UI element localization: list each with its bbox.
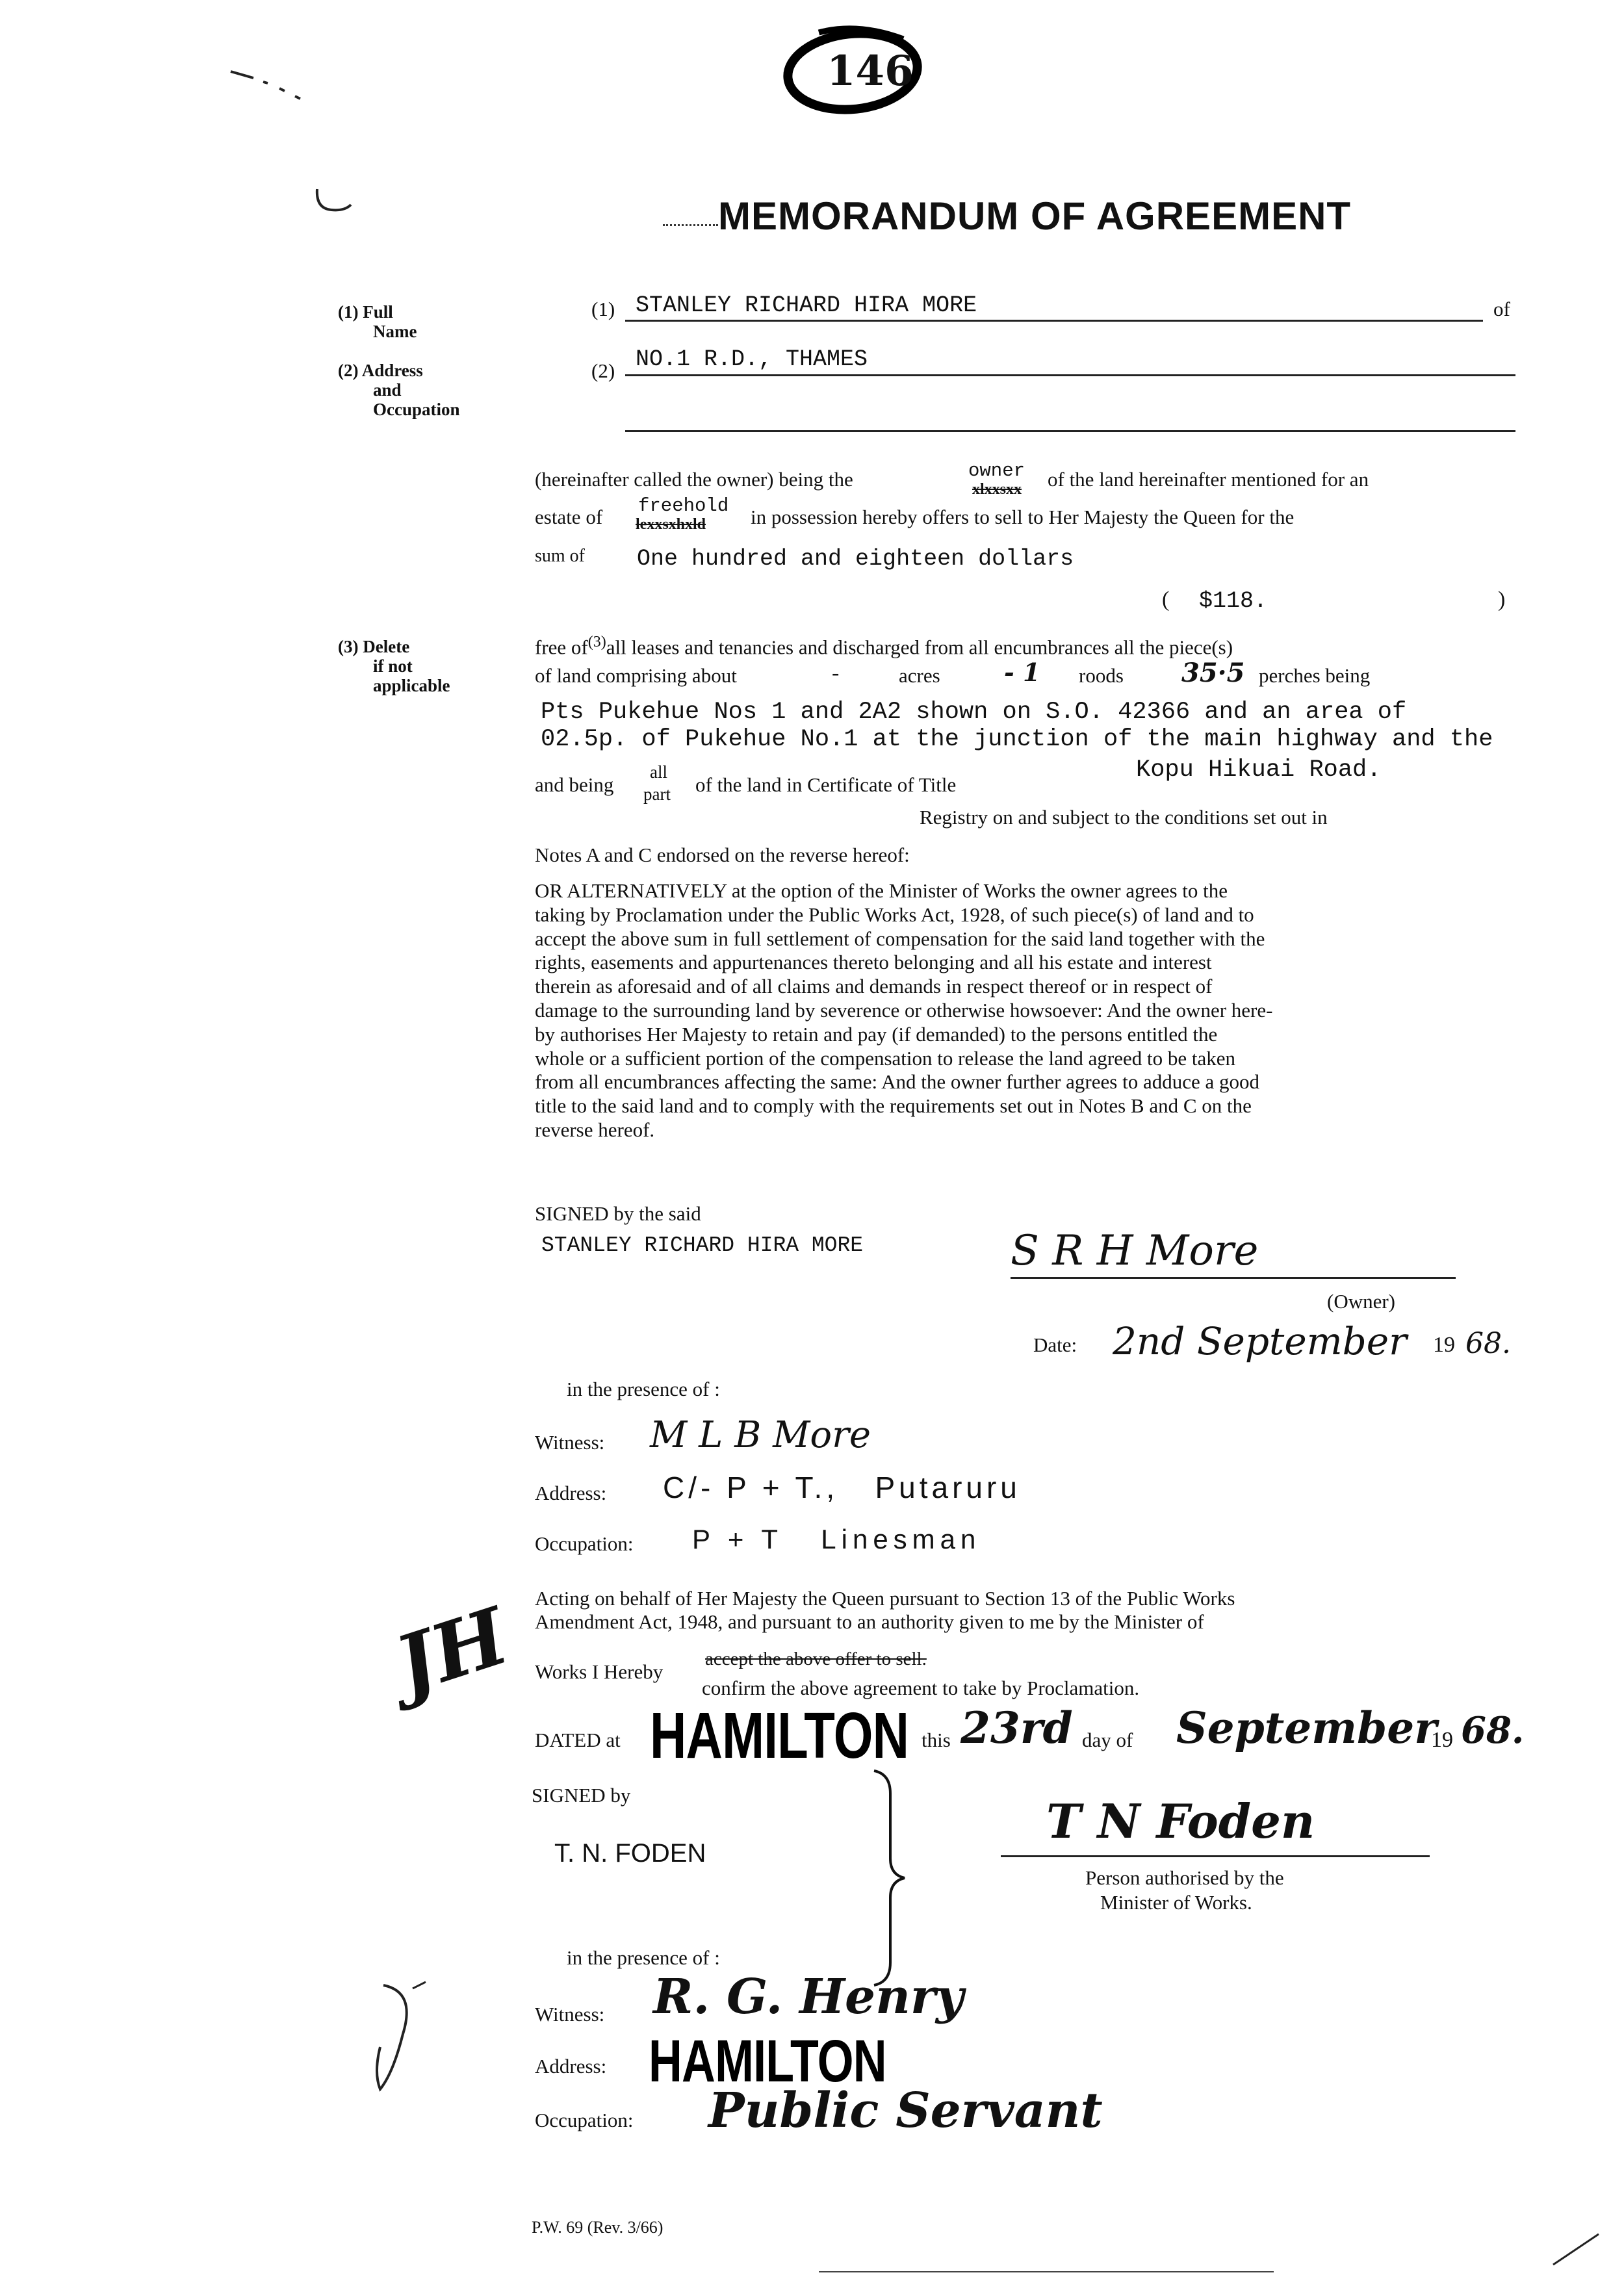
margin-note-delete: (3) Delete if not applicable bbox=[338, 637, 450, 695]
acres-value: - bbox=[832, 661, 840, 685]
crown-signature: T N Foden bbox=[1046, 1794, 1315, 1849]
crown-witness-label: Witness: bbox=[535, 2003, 605, 2026]
owner-date-label: Date: bbox=[1033, 1333, 1077, 1356]
owner-signed-label: SIGNED by the said bbox=[535, 1202, 701, 1225]
land-description-3: Kopu Hikuai Road. bbox=[1136, 756, 1382, 784]
owner-address-value: C/- P + T., Putaruru bbox=[663, 1471, 1021, 1504]
perches-label: perches being bbox=[1259, 664, 1371, 687]
file-number: 146 bbox=[827, 47, 914, 96]
land-description-2: 02.5p. of Pukehue No.1 at the junction of the main highway and the bbox=[541, 726, 1493, 753]
estate-label: estate of bbox=[535, 506, 603, 528]
estate-struck: lexxsxhxld bbox=[636, 516, 706, 533]
brace-icon bbox=[864, 1768, 916, 1988]
crown-occupation-value: Public Servant bbox=[708, 2083, 1103, 2139]
address-marker: (2) bbox=[591, 359, 615, 382]
dated-year-suffix: 68. bbox=[1461, 1709, 1525, 1752]
struck-offer-text: accept the above offer to sell. bbox=[705, 1649, 927, 1669]
address-line bbox=[625, 374, 1515, 376]
estate-after: in possession hereby offers to sell to Her Majesty the Queen for the bbox=[751, 506, 1295, 528]
party-name: STANLEY RICHARD HIRA MORE bbox=[636, 292, 977, 318]
stray-mark bbox=[227, 65, 305, 104]
crown-clause-line-1: Acting on behalf of Her Majesty the Queen pursuant to Section 13 of the Public Works bbox=[535, 1587, 1235, 1610]
day-value: 23rd bbox=[960, 1703, 1073, 1753]
owner-role: (Owner) bbox=[1327, 1290, 1396, 1313]
brace-bracket bbox=[864, 1768, 916, 1988]
owner-signed-name: STANLEY RICHARD HIRA MORE bbox=[541, 1233, 864, 1257]
owner-presence-label: in the presence of : bbox=[567, 1378, 720, 1400]
file-number-mark bbox=[780, 19, 929, 117]
perches-value: 35·5 bbox=[1181, 658, 1245, 688]
sum-figures: $118. bbox=[1199, 588, 1268, 614]
owner-occupation-label: Occupation: bbox=[535, 1532, 634, 1555]
roods-label: roods bbox=[1079, 664, 1124, 687]
certificate-label: of the land in Certificate of Title bbox=[695, 773, 957, 796]
alternative-paragraph: OR ALTERNATIVELY at the option of the Minister of Works the owner agrees to the taking by Proclamation under the Public Works Act, 1928, of such piece(s) of land and to accept the above sum in full settlement of compensation for the said land together with the rights, easements and appurtenances thereto belonging and all his estate and interest therein as aforesaid and of all claims and demands in respect thereof or in respect of damage to the surrounding land by severence or otherwise howsoever: And the owner here- by authorises Her Majesty to retain and pay (if demanded) to the persons entitled the whole or a sufficient portion of the compensation to release the land agreed to be taken from all encumbrances affecting the same: And the owner further agrees to adduce a good title to the said land and to comply with the requirements set out in Notes B and C on the reverse hereof. bbox=[535, 879, 1273, 1141]
owner-clause-start: (hereinafter called the owner) being the bbox=[535, 468, 853, 491]
hereby-label: Works I Hereby bbox=[535, 1660, 664, 1683]
owner-struck: xlxxsxx bbox=[972, 481, 1022, 498]
acres-label: acres bbox=[899, 664, 940, 687]
crown-witness-value: R. G. Henry bbox=[653, 1969, 964, 2025]
owner-witness-value: M L B More bbox=[650, 1414, 871, 1456]
party-address: NO.1 R.D., THAMES bbox=[636, 346, 868, 372]
crown-address-label: Address: bbox=[535, 2055, 607, 2078]
dated-label: DATED at bbox=[535, 1729, 621, 1751]
name-marker: (1) bbox=[591, 298, 615, 320]
owner-year-suffix: 68. bbox=[1465, 1327, 1511, 1360]
owner-occupation-value: P + T Linesman bbox=[692, 1524, 981, 1554]
crown-occupation-label: Occupation: bbox=[535, 2109, 634, 2131]
sum-close-paren: ) bbox=[1498, 587, 1506, 611]
crown-signed-label: SIGNED by bbox=[532, 1784, 631, 1807]
name-line bbox=[625, 320, 1483, 322]
crown-signature-line bbox=[1001, 1855, 1430, 1857]
crown-signed-name: T. N. FODEN bbox=[554, 1839, 706, 1868]
title-dots bbox=[663, 224, 718, 226]
sum-open-paren: ( bbox=[1162, 587, 1170, 611]
crown-address-stamp: HAMILTON bbox=[649, 2028, 886, 2094]
crown-clause-line-2: Amendment Act, 1948, and pursuant to an authority given to me by the Minister of bbox=[535, 1610, 1204, 1633]
corner-mark bbox=[1550, 2229, 1602, 2268]
authorised-line-1: Person authorised by the bbox=[1085, 1866, 1284, 1889]
day-of-label: day of bbox=[1082, 1729, 1133, 1751]
form-number: P.W. 69 (Rev. 3/66) bbox=[532, 2218, 664, 2237]
dated-place-stamp: HAMILTON bbox=[650, 1699, 909, 1772]
being-label: and being bbox=[535, 773, 614, 796]
land-description-1: Pts Pukehue Nos 1 and 2A2 shown on S.O. 42366 and an area of bbox=[541, 699, 1407, 726]
owner-typed: owner bbox=[968, 460, 1025, 482]
owner-date-value: 2nd September bbox=[1113, 1319, 1407, 1363]
dated-year-prefix: 19 bbox=[1431, 1728, 1453, 1752]
footer-rule bbox=[819, 2271, 1274, 2272]
owner-address-label: Address: bbox=[535, 1482, 607, 1504]
all-label: all bbox=[650, 762, 667, 782]
owner-year-prefix: 19 bbox=[1433, 1333, 1455, 1357]
roods-value: - 1 bbox=[1004, 658, 1040, 687]
margin-note-address: (2) Address and Occupation bbox=[338, 361, 460, 419]
comprising-label: of land comprising about bbox=[535, 664, 737, 687]
crown-initials: JH bbox=[385, 1590, 519, 1712]
margin-scribble bbox=[364, 1975, 435, 2099]
month-value: September bbox=[1176, 1703, 1437, 1753]
margin-note-full-name: (1) Full Name bbox=[338, 302, 417, 341]
notes-text: Notes A and C endorsed on the reverse hereof: bbox=[535, 843, 910, 866]
free-of-line: free $of^{(3)}all$ leases and tenancies and discharged from all encumbrances all the piece(s) bbox=[535, 634, 1233, 659]
confirm-text: confirm the above agreement to take by Proclamation. bbox=[702, 1677, 1140, 1699]
page-title: MEMORANDUM OF AGREEMENT bbox=[718, 194, 1352, 238]
occupation-line bbox=[625, 430, 1515, 432]
owner-signature: S R H More bbox=[1011, 1227, 1259, 1275]
owner-clause-end: of the land hereinafter mentioned for an bbox=[1048, 468, 1369, 491]
owner-witness-label: Witness: bbox=[535, 1431, 605, 1454]
crown-presence-label: in the presence of : bbox=[567, 1946, 720, 1969]
owner-signature-line bbox=[1011, 1277, 1456, 1279]
registry-text: Registry on and subject to the conditions set out in bbox=[920, 806, 1328, 829]
sum-words: One hundred and eighteen dollars bbox=[637, 546, 1074, 572]
part-label: part bbox=[643, 784, 671, 804]
this-label: this bbox=[922, 1729, 951, 1751]
stray-mark bbox=[312, 185, 357, 218]
of-label: of bbox=[1493, 298, 1510, 320]
sum-label: sum of bbox=[535, 546, 585, 566]
authorised-line-2: Minister of Works. bbox=[1100, 1891, 1252, 1914]
estate-typed: freehold bbox=[638, 495, 729, 517]
